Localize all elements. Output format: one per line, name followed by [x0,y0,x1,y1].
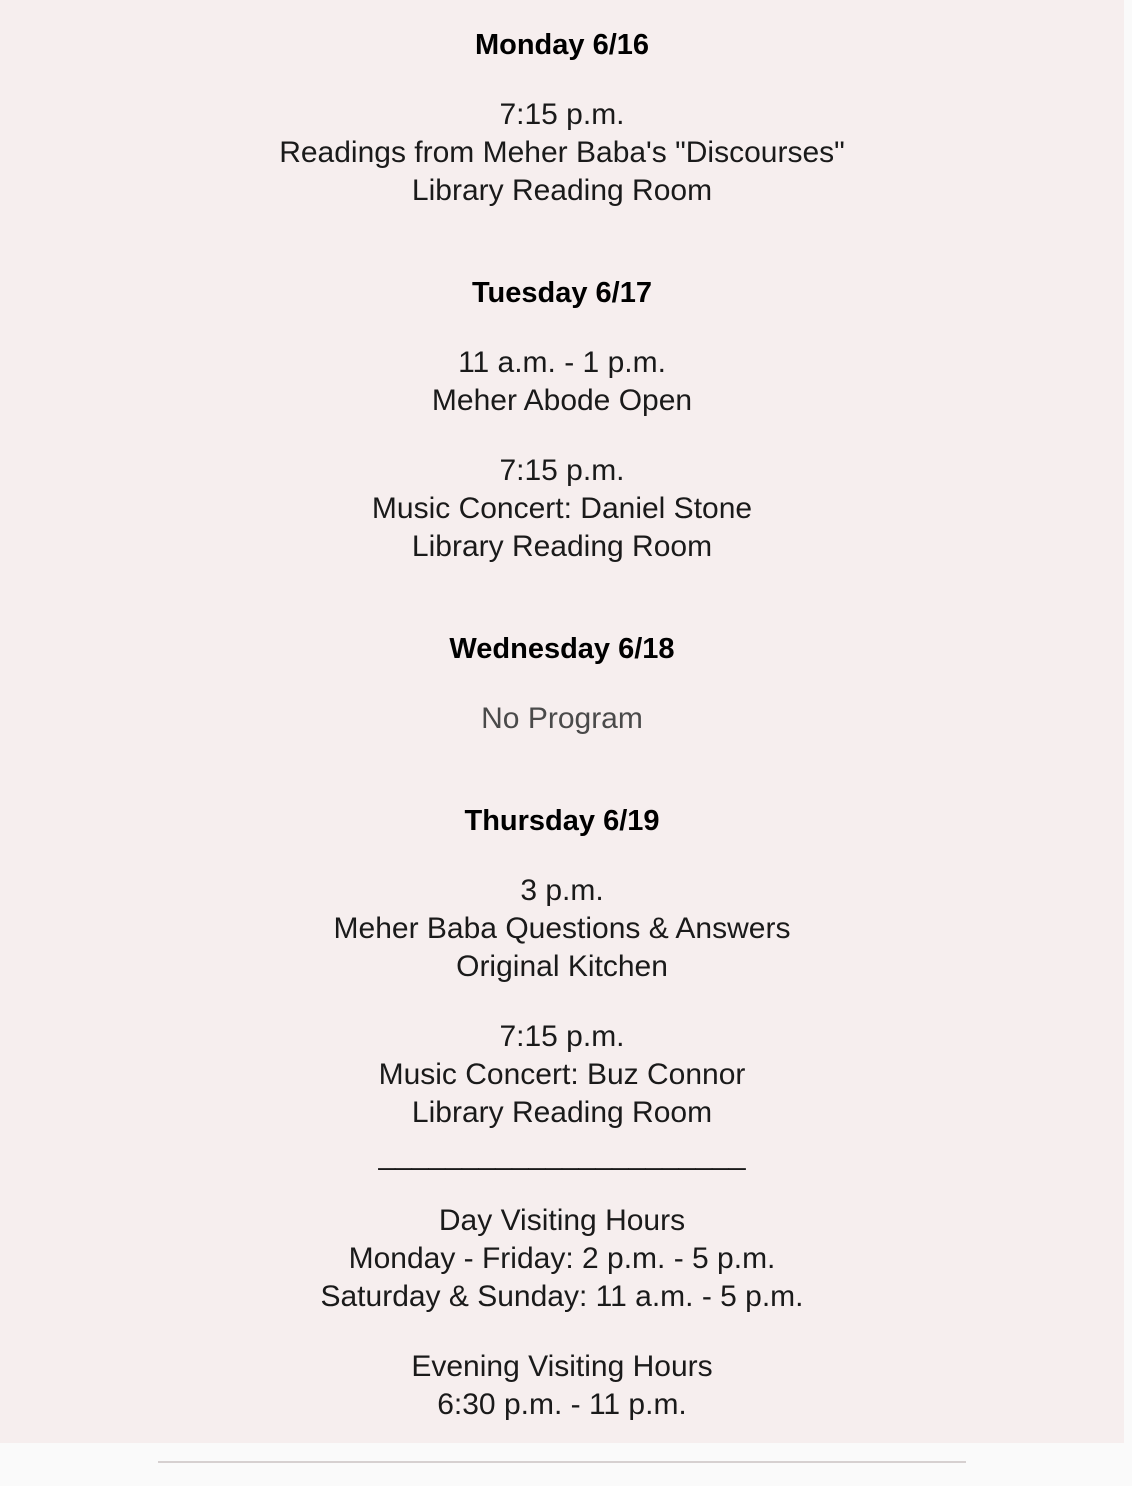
day-heading-wednesday: Wednesday 6/18 [449,633,675,665]
event-time: 7:15 p.m. [499,98,625,131]
event-title: Meher Abode Open [431,384,693,417]
event-time: 3 p.m. [520,874,604,907]
event-title: Music Concert: Daniel Stone [371,492,753,525]
event-title: Music Concert: Buz Connor [378,1058,746,1091]
event-location: Library Reading Room [411,530,713,563]
day-heading-monday: Monday 6/16 [474,29,650,61]
day-heading-tuesday: Tuesday 6/17 [471,277,652,309]
separator-line: ______________________ [378,1138,746,1171]
event-title: Meher Baba Questions & Answers [333,912,791,945]
no-program-note: No Program [481,702,643,735]
event-title: Readings from Meher Baba's "Discourses" [279,136,845,169]
footer-divider [158,1461,966,1463]
day-heading-thursday: Thursday 6/19 [464,805,660,837]
event-location: Original Kitchen [456,950,668,983]
weekday-hours: Monday - Friday: 2 p.m. - 5 p.m. [348,1242,776,1275]
weekend-hours: Saturday & Sunday: 11 a.m. - 5 p.m. [320,1280,804,1313]
event-time: 11 a.m. - 1 p.m. [458,346,666,379]
day-visiting-hours-heading: Day Visiting Hours [438,1204,686,1237]
event-time: 7:15 p.m. [499,454,625,487]
event-location: Library Reading Room [411,1096,713,1129]
event-time: 7:15 p.m. [499,1020,625,1053]
event-location: Library Reading Room [411,174,713,207]
evening-hours: 6:30 p.m. - 11 p.m. [437,1388,687,1421]
evening-visiting-hours-heading: Evening Visiting Hours [411,1350,713,1383]
